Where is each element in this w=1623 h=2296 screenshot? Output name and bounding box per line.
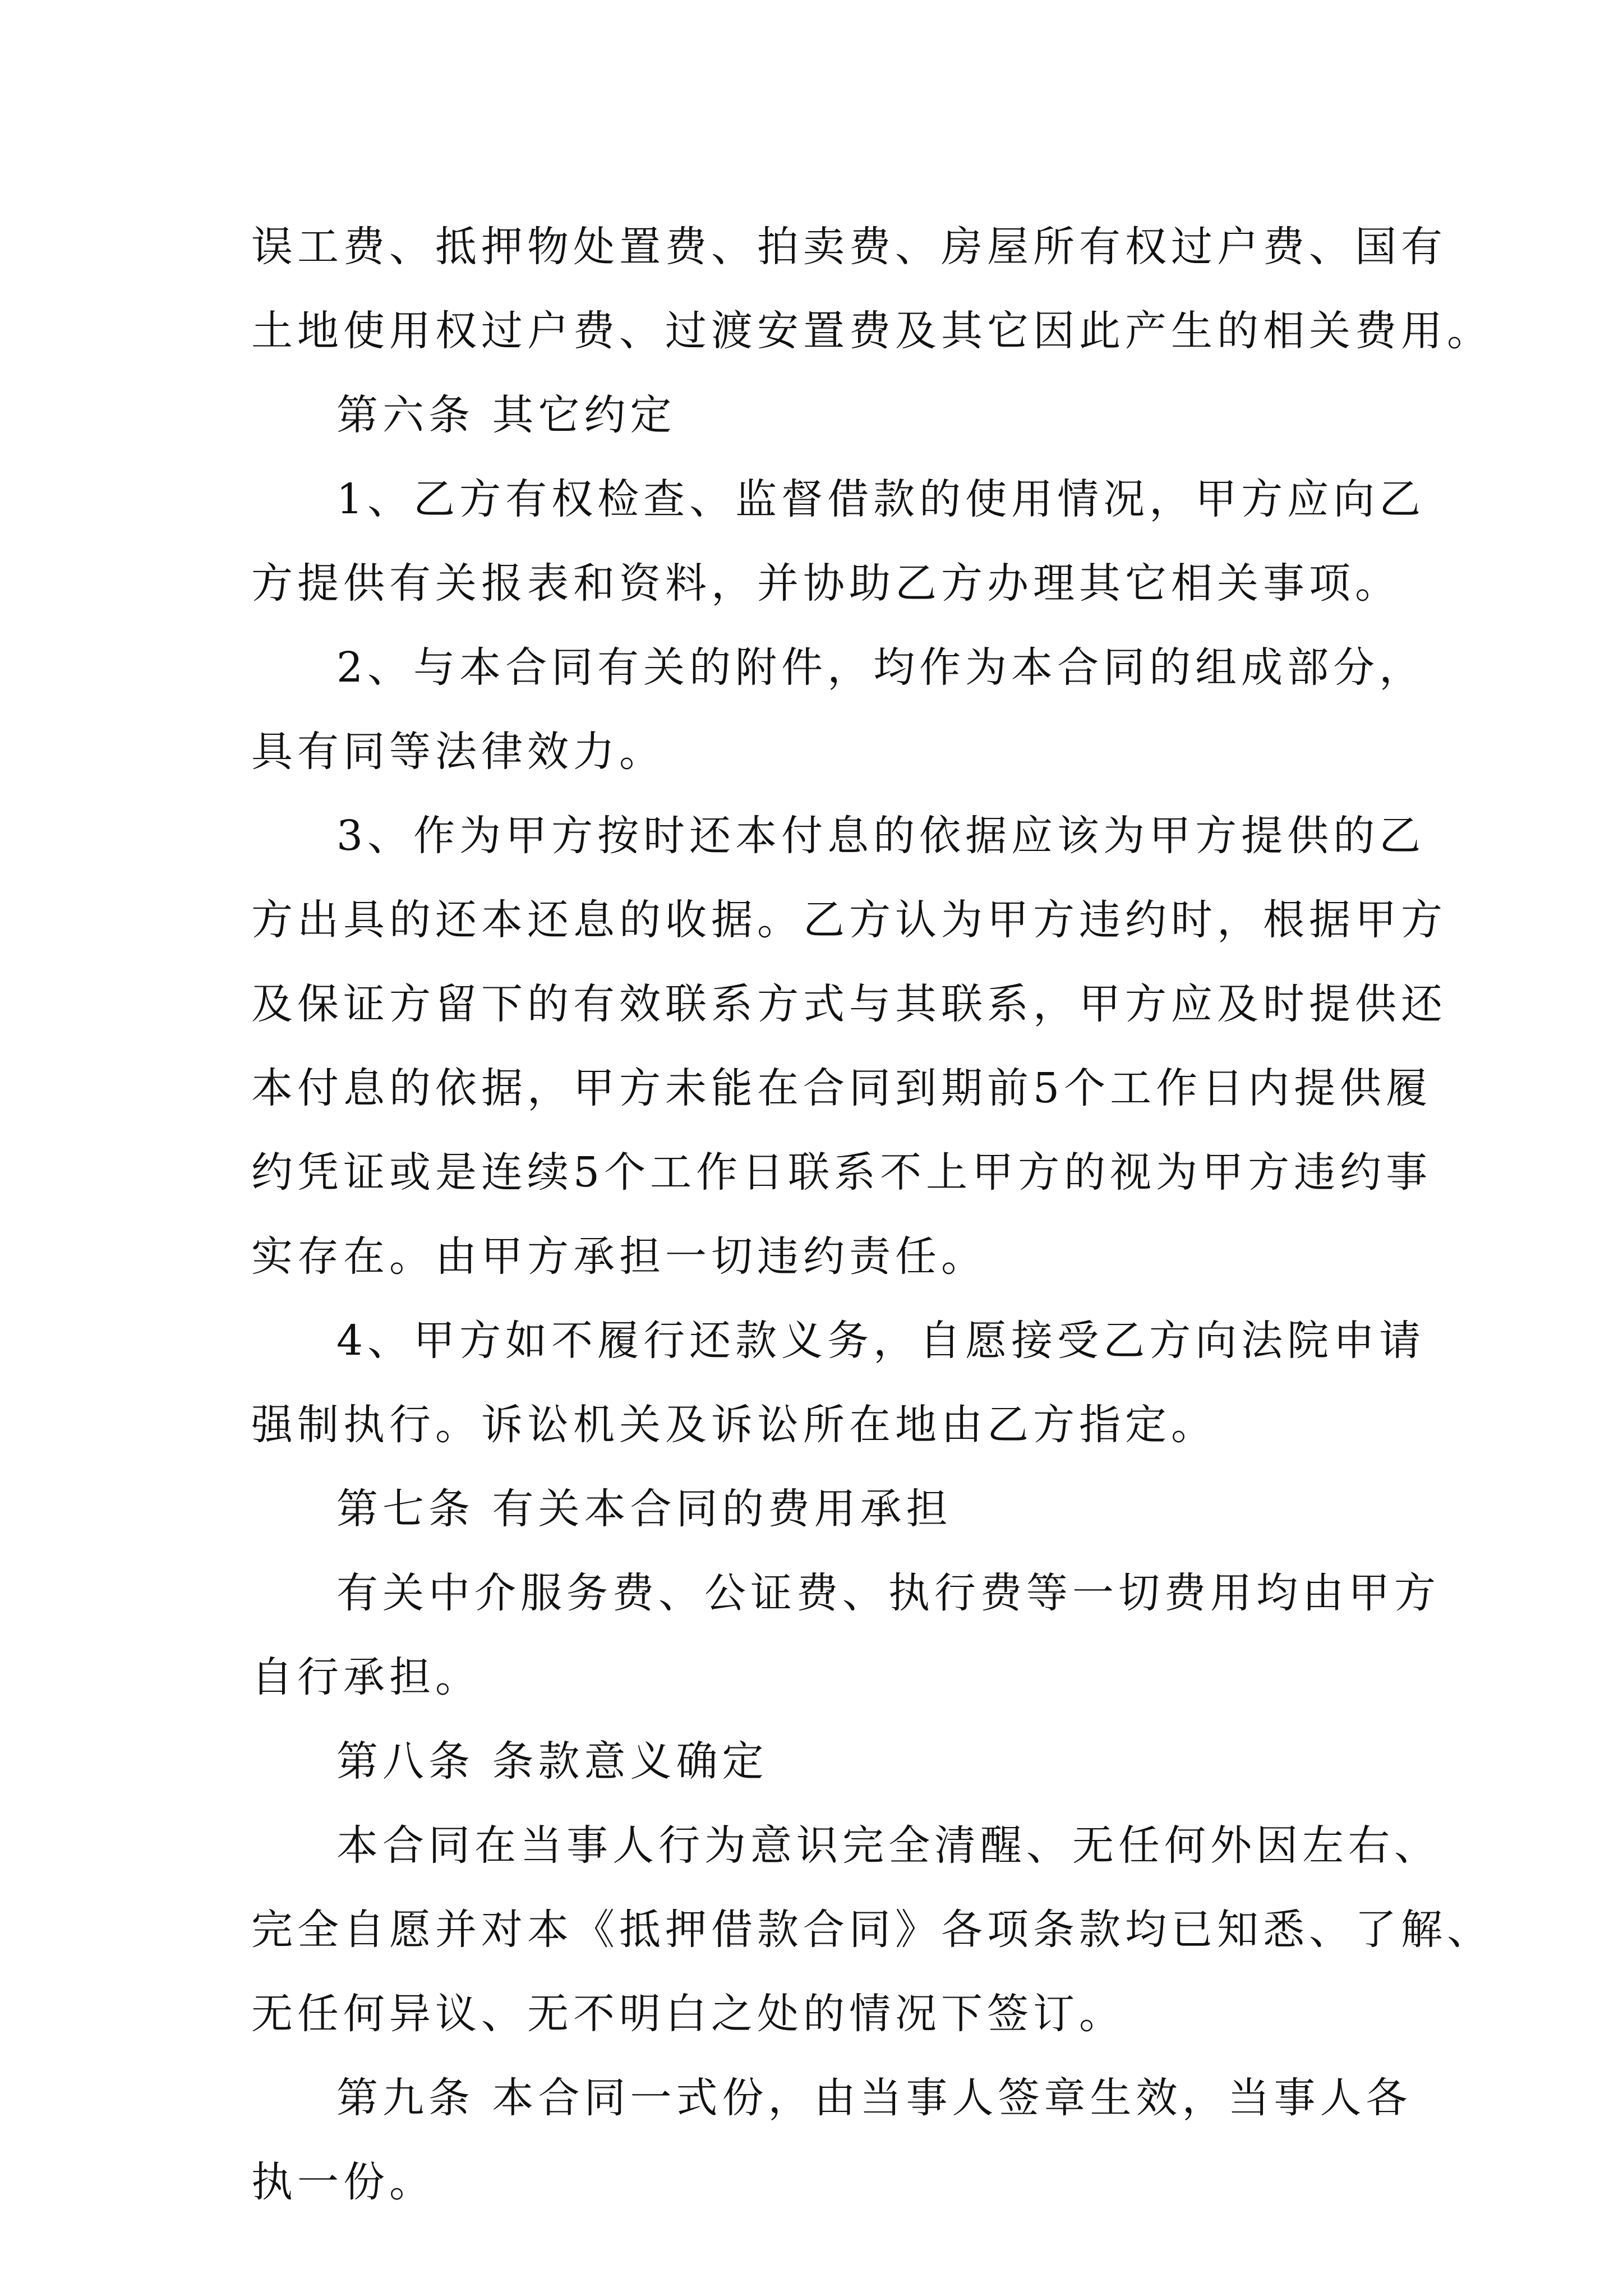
text-line: 1、乙方有权检查、监督借款的使用情况，甲方应向乙 xyxy=(336,475,1426,523)
section-heading: 第八条 条款意义确定 xyxy=(336,1737,768,1786)
text-line: 有关中介服务费、公证费、执行费等一切费用均由甲方 xyxy=(336,1569,1440,1617)
text-line: 实存在。由甲方承担一切违约责任。 xyxy=(251,1232,987,1281)
text-line: 完全自愿并对本《抵押借款合同》各项条款均已知悉、了解、 xyxy=(251,1906,1493,1954)
text-line: 土地使用权过户费、过渡安置费及其它因此产生的相关费用。 xyxy=(251,307,1493,355)
text-line: 方提供有关报表和资料，并协助乙方办理其它相关事项。 xyxy=(251,559,1401,608)
text-line: 2、与本合同有关的附件，均作为本合同的组成部分， xyxy=(336,643,1426,692)
section-heading: 第七条 有关本合同的费用承担 xyxy=(336,1485,952,1533)
text-line: 方出具的还本还息的收据。乙方认为甲方违约时，根据甲方 xyxy=(251,896,1447,944)
text-line: 及保证方留下的有效联系方式与其联系，甲方应及时提供还 xyxy=(251,980,1447,1028)
text-line: 误工费、抵押物处置费、拍卖费、房屋所有权过户费、国有 xyxy=(251,223,1447,271)
text-line: 无任何异议、无不明白之处的情况下签订。 xyxy=(251,1990,1125,2038)
text-line: 具有同等法律效力。 xyxy=(251,728,665,776)
text-line: 自行承担。 xyxy=(251,1653,481,1701)
text-line: 4、甲方如不履行还款义务，自愿接受乙方向法院申请 xyxy=(336,1317,1426,1365)
text-line: 约凭证或是连续5个工作日联系不上甲方的视为甲方违约事 xyxy=(251,1148,1432,1197)
section-heading: 第六条 其它约定 xyxy=(336,391,676,439)
text-line: 强制执行。诉讼机关及诉讼所在地由乙方指定。 xyxy=(251,1401,1217,1449)
text-line: 本合同在当事人行为意识完全清醒、无任何外因左右、 xyxy=(336,1821,1440,1870)
text-line: 执一份。 xyxy=(251,2158,435,2206)
text-line: 3、作为甲方按时还本付息的依据应该为甲方提供的乙 xyxy=(336,812,1426,860)
text-line: 本付息的依据，甲方未能在合同到期前5个工作日内提供履 xyxy=(251,1064,1432,1112)
section-heading: 第九条 本合同一式份，由当事人签章生效，当事人各 xyxy=(336,2074,1412,2122)
